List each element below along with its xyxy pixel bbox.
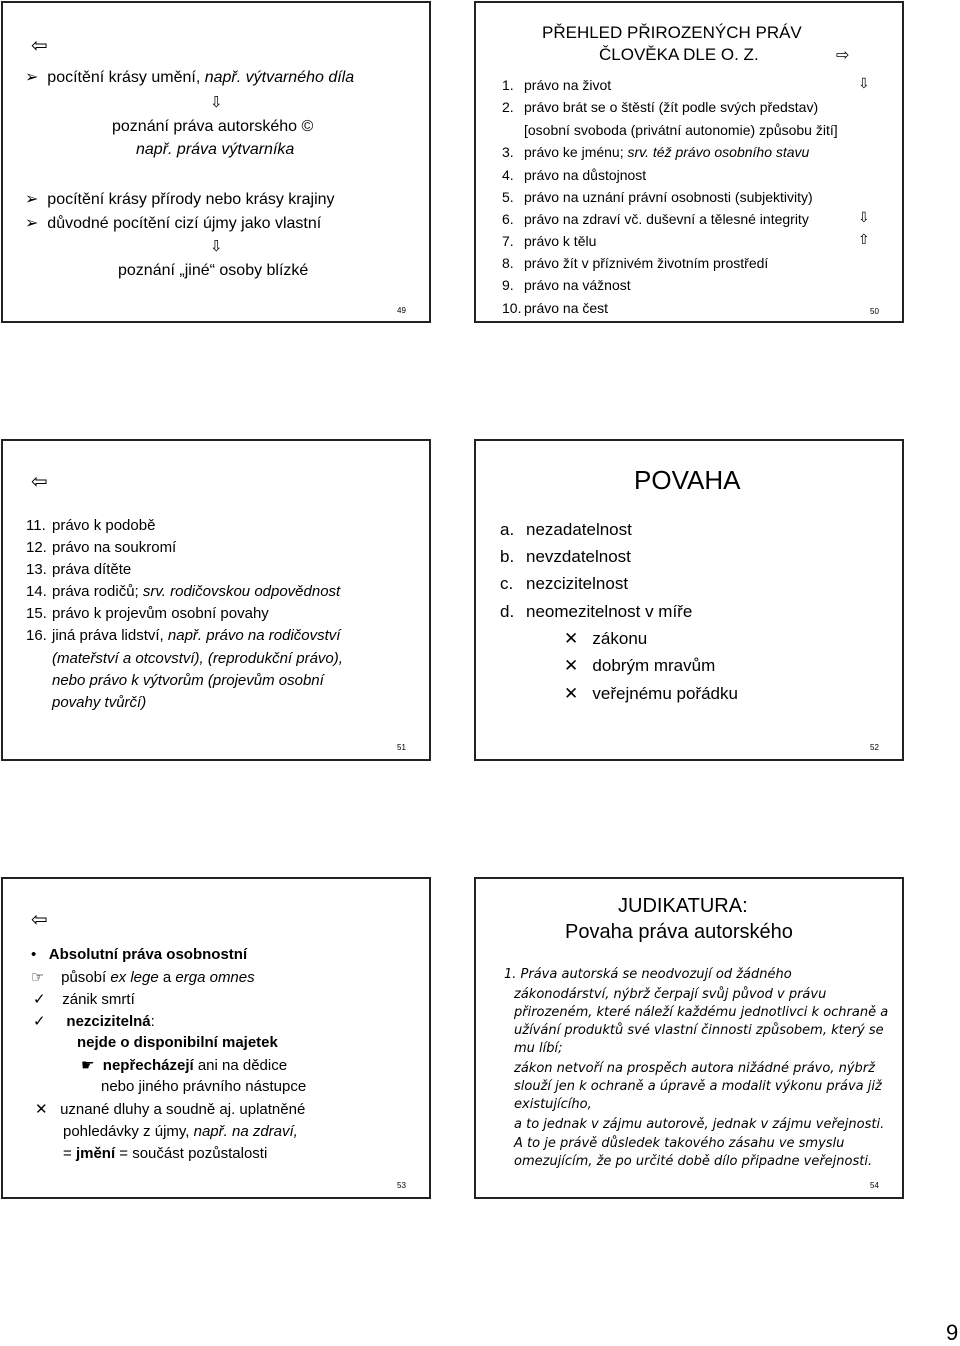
arrow-bullet-icon: ➢: [25, 189, 39, 208]
list-item: 6. právo na zdraví vč. duševní a tělesné integrity: [502, 211, 809, 227]
slide-50: [474, 1, 904, 323]
list-item: [osobní svoboda (privátní autonomie) způsobu žití]: [524, 122, 838, 138]
page-number: 52: [870, 743, 879, 752]
arrow-down-icon: ⇩: [858, 210, 870, 226]
list-item: c. nezcizitelnost: [500, 574, 629, 593]
slide53-line6: ☛ nepřecházejí ani na dědice: [81, 1056, 288, 1074]
judikatura-line: přirozeném, které náleží každému jednotlivci k ochraně a: [514, 1005, 889, 1020]
list-item: 14. práva rodičů; srv. rodičovskou odpovědnost: [26, 583, 341, 600]
page-number: 51: [397, 743, 406, 752]
list-item: 10. právo na čest: [502, 300, 609, 316]
list-item: 8. právo žít v příznivém životním prostředí: [502, 255, 769, 271]
arrow-left-icon: ⇦: [31, 469, 48, 493]
list-item-continuation: povahy tvůrčí): [52, 694, 147, 711]
list-item: 5. právo na uznání právní osobnosti (subjektivity): [502, 189, 813, 205]
slide-52: [474, 439, 904, 761]
slide49-line2: poznání práva autorského ©: [112, 118, 314, 135]
page-footer-number: 9: [946, 1320, 959, 1345]
judikatura-line: mu líbí;: [514, 1041, 563, 1056]
arrow-left-icon: ⇦: [31, 907, 48, 931]
judikatura-line: zákonodárství, nýbrž čerpají svůj původ v právu: [514, 987, 827, 1002]
judikatura-line: zákon netvoří na prospěch autora nižádné právo, nýbrž: [514, 1061, 875, 1076]
arrow-bullet-icon: ➢: [25, 213, 39, 232]
judikatura-line: existujícího,: [514, 1097, 592, 1112]
page-number: 53: [397, 1181, 406, 1190]
sub-item: ✕ dobrým mravům: [564, 656, 716, 676]
hand-pointer-icon: ☛: [81, 1056, 95, 1074]
slide53-line3: ✓ zánik smrtí: [33, 990, 135, 1008]
list-item-continuation: (mateřství a otcovství), (reprodukční právo),: [52, 650, 343, 667]
slide50-title2: ČLOVĚKA DLE O. Z.: [599, 45, 759, 64]
slide53-line2: ☞ působí ex lege a erga omnes: [31, 968, 255, 986]
arrow-bullet-icon: ➢: [25, 67, 39, 86]
cross-icon: ✕: [564, 684, 579, 704]
slide-49: [1, 1, 431, 323]
slide53-line7: nebo jiného právního nástupce: [101, 1078, 307, 1095]
arrow-down-icon: ⇩: [210, 237, 223, 255]
slide49-line1: ➢ pocítění krásy umění, např. výtvarného díla: [25, 67, 355, 86]
judikatura-line: a to jednak v zájmu autorově, jednak v zájmu veřejnosti.: [514, 1117, 885, 1132]
page-number: 50: [870, 307, 879, 316]
slide53-line9: pohledávky z újmy, např. na zdraví,: [63, 1123, 298, 1140]
slide53-line8: ✕ uznané dluhy a soudně aj. uplatněné: [35, 1100, 306, 1118]
list-item: d. neomezitelnost v míře: [500, 602, 693, 621]
list-item: 1. právo na život: [502, 77, 612, 93]
arrow-down-icon: ⇩: [210, 93, 223, 111]
list-item: 4. právo na důstojnost: [502, 167, 647, 183]
judikatura-line: omezujícím, že po určité době dílo připadne veřejnosti.: [514, 1154, 873, 1169]
list-item: 12. právo na soukromí: [26, 539, 177, 556]
arrow-right-icon: ⇨: [836, 45, 850, 64]
judikatura-line: 1. Práva autorská se neodvozují od žádného: [504, 967, 792, 982]
arrow-down-icon: ⇩: [858, 76, 870, 92]
slide53-line4: ✓ nezcizitelná:: [33, 1012, 155, 1030]
list-item: b. nevzdatelnost: [500, 547, 631, 566]
list-item: 3. právo ke jménu; srv. též právo osobního stavu: [502, 144, 810, 160]
arrow-up-icon: ⇧: [858, 232, 870, 248]
slide49-line4: ➢ pocítění krásy přírody nebo krásy krajiny: [25, 189, 335, 208]
list-item: 7. právo k tělu: [502, 233, 597, 249]
list-item: a. nezadatelnost: [500, 520, 632, 539]
slide50-title1: PŘEHLED PŘIROZENÝCH PRÁV: [542, 23, 802, 42]
slide53-line5: nejde o disponibilní majetek: [77, 1034, 278, 1051]
list-item: 9. právo na vážnost: [502, 277, 631, 293]
cross-icon: ✕: [564, 656, 579, 676]
slide-51: [1, 439, 431, 761]
list-item: 15. právo k projevům osobní povahy: [26, 605, 269, 622]
arrow-left-icon: ⇦: [31, 33, 48, 57]
slide49-line3: např. práva výtvarníka: [136, 141, 295, 158]
judikatura-line: užívání produktů své vlastní činnosti způsobem, který se: [514, 1023, 884, 1038]
slide-54: [474, 877, 904, 1199]
bullet-icon: •: [31, 946, 37, 963]
pointer-icon: ☞: [31, 968, 45, 986]
list-item: 11. právo k podobě: [26, 517, 156, 534]
slide54-title2: Povaha práva autorského: [565, 921, 793, 943]
slide-53: [1, 877, 431, 1199]
check-icon: ✓: [33, 1012, 46, 1030]
slide53-heading: • Absolutní práva osobnostní: [31, 946, 248, 963]
check-icon: ✓: [33, 990, 46, 1008]
list-item-continuation: nebo právo k výtvorům (projevům osobní: [52, 672, 324, 689]
slide53-line10: = jmění = součást pozůstalosti: [63, 1145, 268, 1162]
judikatura-line: A to je právě důsledek takového zásahu ve smyslu: [514, 1136, 845, 1151]
slide49-line5: ➢ důvodné pocítění cizí újmy jako vlastní: [25, 213, 322, 232]
judikatura-line: slouží jen k ochraně a úpravě a modalit výkonu práva již: [514, 1079, 882, 1094]
slide49-line6: poznání „jiné“ osoby blízké: [118, 262, 309, 279]
page-number: 49: [397, 306, 406, 315]
page-number: 54: [870, 1181, 879, 1190]
cross-icon: ✕: [35, 1100, 48, 1118]
list-item: 16. jiná práva lidství, např. právo na rodičovství: [26, 627, 341, 644]
slide54-title1: JUDIKATURA:: [618, 895, 748, 917]
sub-item: ✕ veřejnému pořádku: [564, 684, 738, 704]
slide52-title: POVAHA: [634, 465, 741, 495]
list-item: 2. právo brát se o štěstí (žít podle svých představ): [502, 99, 819, 115]
list-item: 13. práva dítěte: [26, 561, 132, 578]
sub-item: ✕ zákonu: [564, 629, 648, 649]
cross-icon: ✕: [564, 629, 579, 649]
